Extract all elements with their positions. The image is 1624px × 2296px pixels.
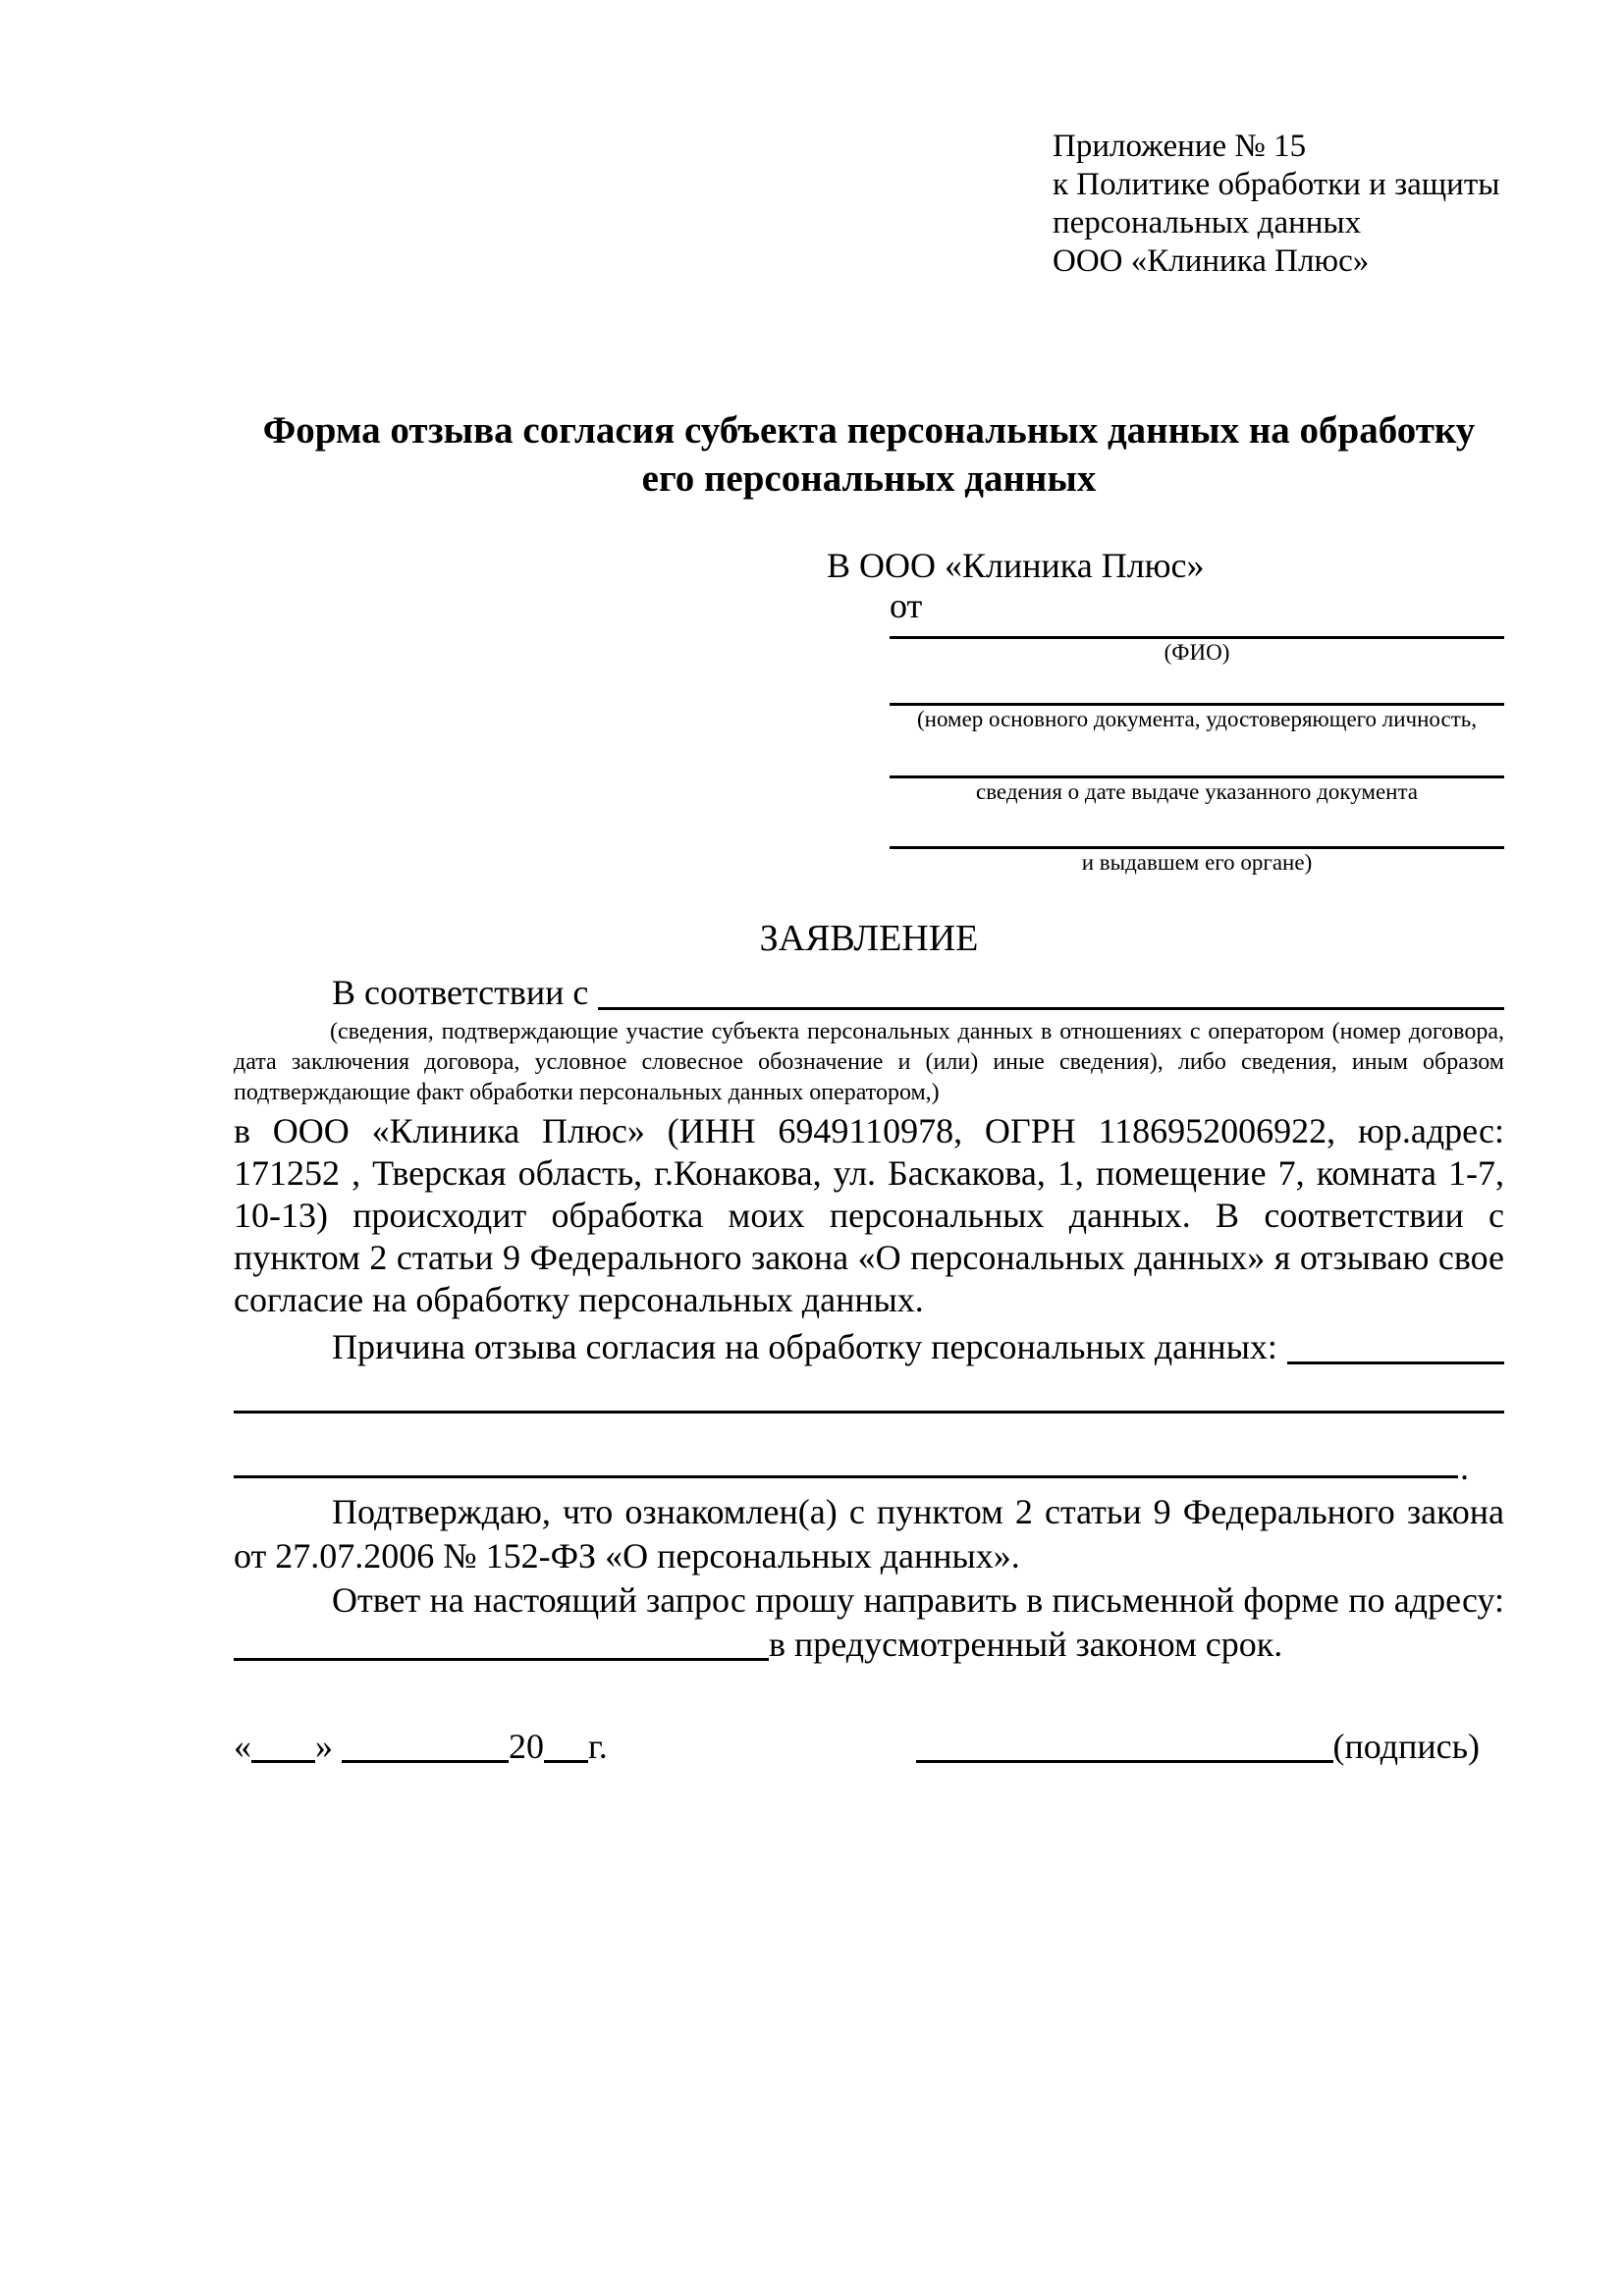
reply-suffix: в предусмотренный законом срок. [769, 1625, 1283, 1664]
reply-request-paragraph: Ответ на настоящий запрос прошу направить в письменной форме по адресу: [332, 1580, 1504, 1620]
intro-row [234, 970, 1504, 1015]
addressee-block [827, 544, 1504, 876]
appendix-number: Приложение № 15 [1053, 129, 1307, 164]
date-year-prefix: 20 [509, 1727, 544, 1766]
intro-prefix: В соответствии с [332, 973, 589, 1012]
page-title-line2: его персональных данных [641, 457, 1097, 500]
signature-blank-line [916, 1727, 1333, 1763]
document-number-field [890, 703, 1504, 732]
footer-row [234, 1724, 1504, 1769]
addressee-from-label: от [890, 586, 923, 625]
signature-group [916, 1724, 1480, 1769]
document-number-field-caption: (номер основного документа, удостоверяющего личность, [916, 707, 1477, 731]
reason-continuation-line-1 [234, 1411, 1504, 1417]
reason-label: Причина отзыва согласия на обработку персональных данных: [332, 1327, 1277, 1366]
date-year-suffix: г. [588, 1727, 608, 1766]
blank-line-rule [234, 1475, 1458, 1478]
signature-caption: (подпись) [1332, 1727, 1480, 1766]
appendix-policy-line2: персональных данных [1053, 205, 1362, 240]
statement-body: в ООО «Клиника Плюс» (ИНН 6949110978, ОГРН 1186952006922, юр.адрес: 171252 , Тверская область, г.Конакова, ул. Баскакова, 1, помещение 7, комната 1-7, 10-13) происходит обработка моих персональных данных. В соответствии с пунктом 2 статьи 9 Федерального закона «О персональных данных» я отзываю свое согласие на обработку персональных данных. [234, 1111, 1504, 1319]
reason-continuation-line-2 [234, 1448, 1504, 1487]
fio-field [890, 636, 1504, 666]
issuing-authority-field-caption: и выдавшем его органе) [1081, 850, 1313, 875]
document-issue-date-field [890, 775, 1504, 805]
document-issue-date-field-caption: сведения о дате выдаче указанного документа [975, 779, 1419, 804]
sentence-period: . [1460, 1448, 1469, 1487]
statement-heading: ЗАЯВЛЕНИЕ [759, 918, 979, 959]
date-day-blank [251, 1727, 315, 1763]
date-quote-close: » [315, 1727, 333, 1766]
blank-line-rule [234, 1411, 1504, 1414]
appendix-header [1053, 128, 1504, 281]
date-month-blank [342, 1727, 509, 1763]
intro-blank-line [598, 1007, 1504, 1010]
issuing-authority-field [890, 846, 1504, 876]
reason-blank-line [1287, 1362, 1504, 1364]
reply-address-blank-line [234, 1625, 769, 1661]
page-title-line1: Форма отзыва согласия субъекта персональных данных на обработку [262, 409, 1476, 452]
addressee-to: В ООО «Клиника Плюс» [827, 546, 1205, 585]
appendix-policy-line: к Политике обработки и защиты [1053, 167, 1500, 202]
date-quote-open: « [234, 1727, 251, 1766]
reason-row [234, 1324, 1504, 1369]
date-group [234, 1724, 608, 1769]
reply-address-row [234, 1623, 1504, 1667]
confirmation-paragraph: Подтверждаю, что ознакомлен(а) с пунктом 2 статьи 9 Федерального закона от 27.07.2006 № 152-ФЗ «О персональных данных». [234, 1492, 1504, 1575]
fio-field-caption: (ФИО) [1164, 640, 1230, 665]
page-title [234, 406, 1504, 503]
appendix-company: ООО «Клиника Плюс» [1053, 243, 1370, 279]
fine-print-note: (сведения, подтверждающие участие субъекта персональных данных в отношениях с оператором (номер договора, дата заключения договора, условное словесное обозначение и (или) иные сведения), либо сведения, иным образом подтверждающие факт обработки персональных данных оператором,) [234, 1019, 1504, 1105]
date-year-blank [544, 1727, 588, 1763]
